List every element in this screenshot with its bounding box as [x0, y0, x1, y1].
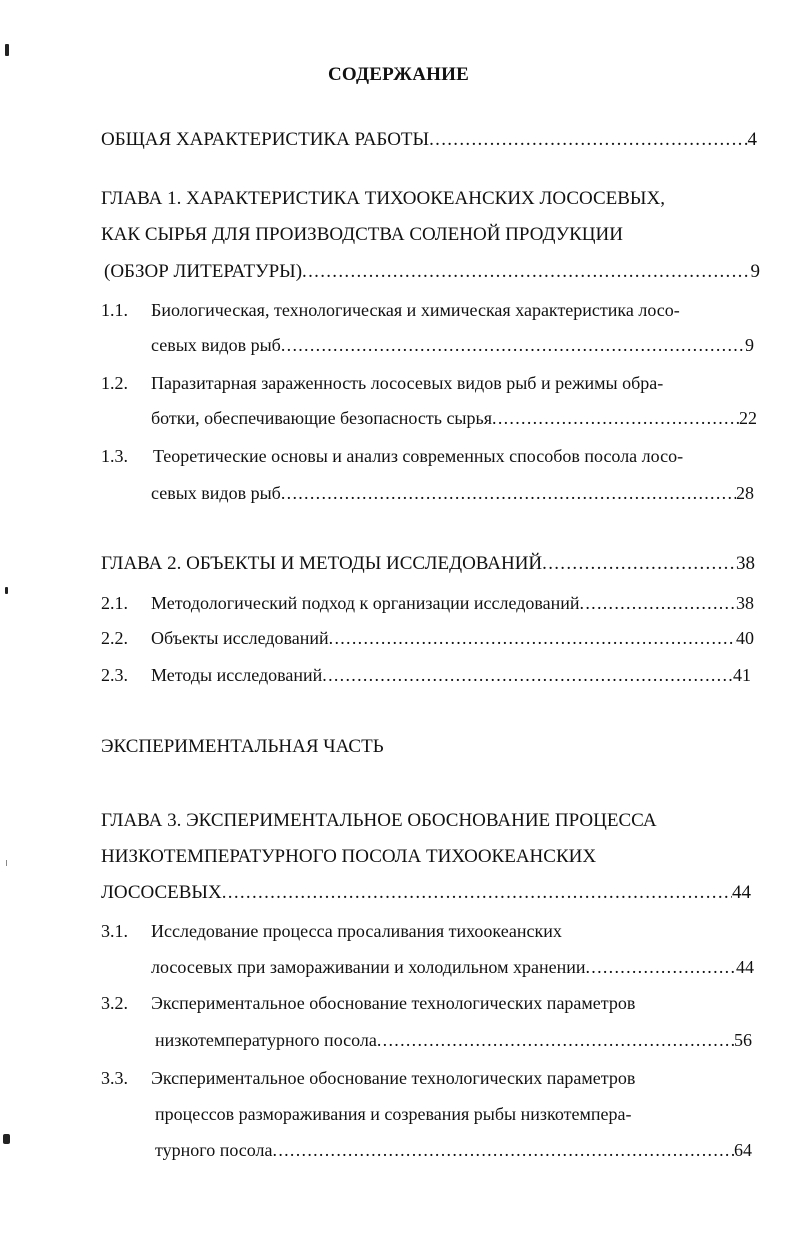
section-number: 3.3. — [101, 1068, 128, 1088]
section-3-2-line1: Экспериментальное обоснование технологических параметров — [151, 993, 636, 1013]
toc-page-number: 9 — [750, 261, 760, 282]
toc-entry-text: Методологический подход к организации исследований — [151, 593, 580, 613]
leader-dots — [580, 590, 736, 616]
leader-dots — [542, 551, 736, 577]
leader-dots — [377, 1027, 734, 1053]
section-1-1-line1: Биологическая, технологическая и химическая характеристика лосо- — [151, 300, 680, 320]
section-number: 1.2. — [101, 373, 128, 393]
chapter1-heading-line2: КАК СЫРЬЯ ДЛЯ ПРОИЗВОДСТВА СОЛЕНОЙ ПРОДУКЦИИ — [101, 224, 623, 245]
section-number: 3.1. — [101, 921, 128, 941]
toc-entry-text: Методы исследований — [151, 665, 323, 685]
toc-page-number: 4 — [747, 129, 757, 150]
section-2-2 — [151, 625, 754, 651]
section-1-2-line2 — [151, 405, 757, 431]
page-title: СОДЕРЖАНИЕ — [328, 64, 469, 85]
section-3-3-line3 — [155, 1137, 752, 1163]
toc-entry-general — [101, 127, 757, 153]
toc-page-number: 38 — [736, 593, 754, 613]
chapter1-heading-line3 — [104, 259, 760, 285]
scan-speck — [5, 44, 9, 56]
experimental-part-heading: ЭКСПЕРИМЕНТАЛЬНАЯ ЧАСТЬ — [101, 736, 384, 757]
section-2-1 — [151, 590, 754, 616]
leader-dots — [322, 662, 733, 688]
section-number: 1.3. — [101, 446, 128, 466]
toc-entry-text: Объекты исследований — [151, 628, 329, 648]
toc-page-number: 44 — [732, 882, 751, 903]
section-number: 2.1. — [101, 593, 128, 613]
leader-dots — [585, 954, 736, 980]
toc-entry-text: (ОБЗОР ЛИТЕРАТУРЫ) — [104, 261, 303, 282]
chapter2-heading — [101, 551, 755, 577]
chapter3-heading-line1: ГЛАВА 3. ЭКСПЕРИМЕНТАЛЬНОЕ ОБОСНОВАНИЕ ПРОЦЕССА — [101, 810, 657, 831]
section-1-3-line2 — [151, 480, 754, 506]
section-3-1-line2 — [151, 954, 754, 980]
scan-speck — [5, 587, 8, 594]
toc-entry-text: севых видов рыб — [151, 483, 281, 503]
toc-entry-text: ГЛАВА 2. ОБЪЕКТЫ И МЕТОДЫ ИССЛЕДОВАНИЙ — [101, 553, 543, 574]
toc-page-number: 28 — [736, 483, 754, 503]
leader-dots — [222, 880, 732, 906]
toc-entry-text: ЛОСОСЕВЫХ — [101, 882, 222, 903]
leader-dots — [329, 625, 736, 651]
scan-speck — [6, 860, 7, 866]
section-2-3 — [151, 662, 751, 688]
section-number: 2.2. — [101, 628, 128, 648]
toc-entry-text: лососевых при замораживании и холодильном хранении — [151, 957, 586, 977]
section-3-2-line2 — [155, 1027, 752, 1053]
section-1-3-line1: Теоретические основы и анализ современных способов посола лосо- — [153, 446, 684, 466]
toc-page-number: 38 — [736, 553, 755, 574]
section-number: 3.2. — [101, 993, 128, 1013]
toc-entry-text: ботки, обеспечивающие безопасность сырья — [151, 408, 493, 428]
leader-dots — [492, 405, 739, 431]
leader-dots — [281, 480, 736, 506]
scan-speck — [3, 1134, 10, 1144]
section-3-3-line2: процессов размораживания и созревания рыбы низкотемпера- — [155, 1104, 632, 1124]
toc-page-number: 22 — [739, 408, 757, 428]
toc-page-number: 64 — [734, 1140, 752, 1160]
toc-entry-text: ОБЩАЯ ХАРАКТЕРИСТИКА РАБОТЫ — [101, 129, 430, 150]
leader-dots — [281, 332, 745, 358]
leader-dots — [429, 127, 747, 153]
toc-page-number: 41 — [733, 665, 751, 685]
chapter1-heading-line1: ГЛАВА 1. ХАРАКТЕРИСТИКА ТИХООКЕАНСКИХ ЛОСОСЕВЫХ, — [101, 188, 665, 209]
section-number: 2.3. — [101, 665, 128, 685]
section-3-1-line1: Исследование процесса просаливания тихоокеанских — [151, 921, 562, 941]
toc-entry-text: севых видов рыб — [151, 335, 281, 355]
section-3-3-line1: Экспериментальное обоснование технологических параметров — [151, 1068, 636, 1088]
toc-page-number: 40 — [736, 628, 754, 648]
toc-page-number: 9 — [745, 335, 754, 355]
toc-page-number: 56 — [734, 1030, 752, 1050]
leader-dots — [302, 259, 750, 285]
toc-entry-text: турного посола — [155, 1140, 273, 1160]
chapter3-heading-line2: НИЗКОТЕМПЕРАТУРНОГО ПОСОЛА ТИХООКЕАНСКИХ — [101, 846, 597, 867]
section-1-2-line1: Паразитарная зараженность лососевых видов рыб и режимы обра- — [151, 373, 664, 393]
chapter3-heading-line3 — [101, 880, 751, 906]
section-1-1-line2 — [151, 332, 754, 358]
leader-dots — [273, 1137, 734, 1163]
section-number: 1.1. — [101, 300, 128, 320]
toc-entry-text: низкотемпературного посола — [155, 1030, 377, 1050]
toc-page-number: 44 — [736, 957, 754, 977]
